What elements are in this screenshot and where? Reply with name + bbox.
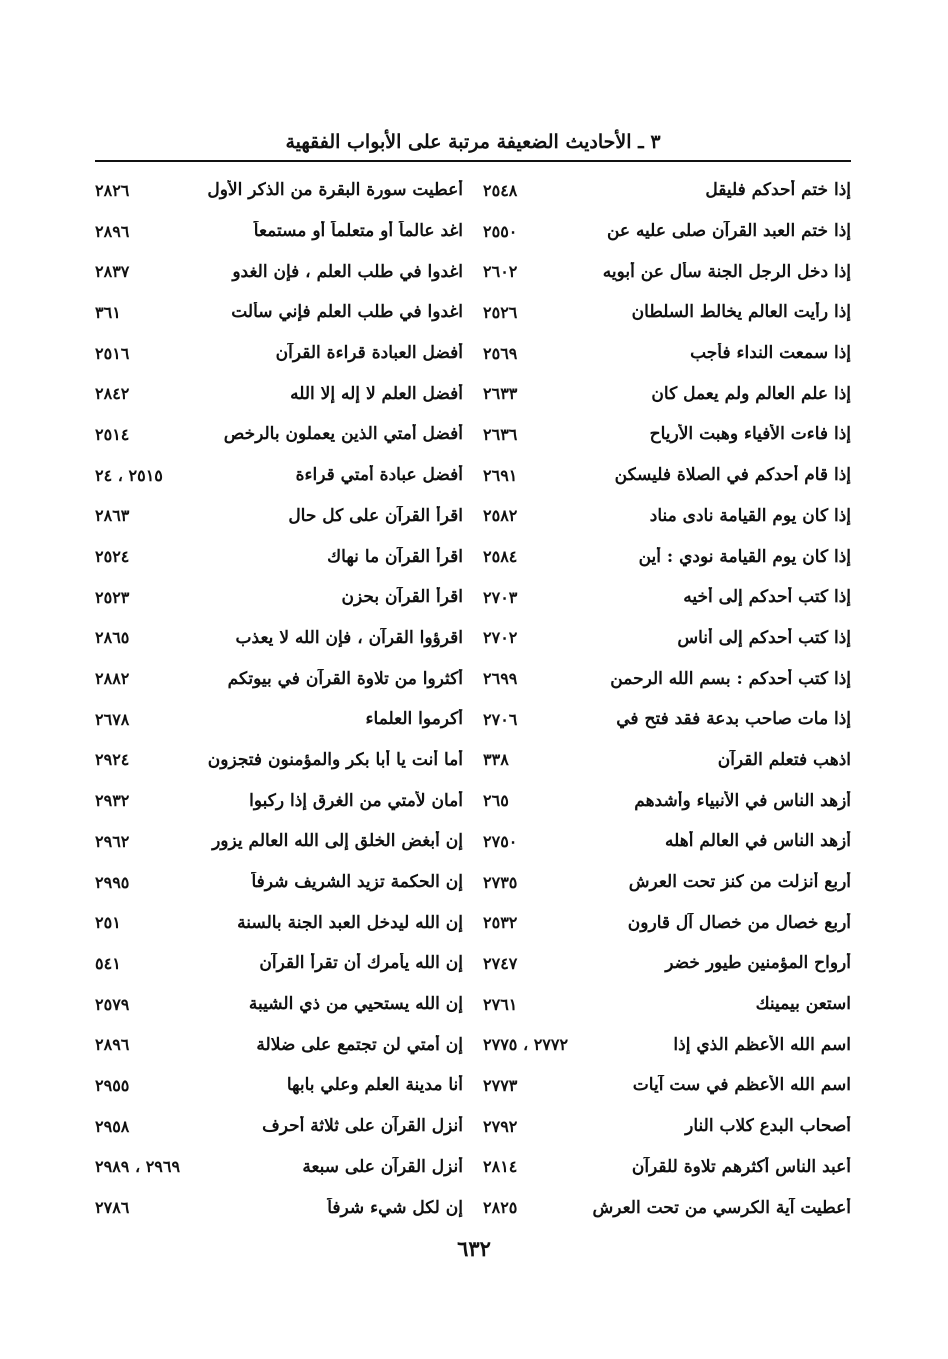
index-entry [95, 333, 463, 374]
entry-text: اغد عالماً أو متعلماً أو مستمعاً [253, 221, 463, 242]
entry-reference-number: ٢٧٩٢ [483, 1116, 518, 1136]
entry-text: إذا كان يوم القيامة نادى مناد [649, 505, 851, 526]
entry-text: إن الحكمة تزيد الشريف شرفاً [251, 872, 463, 893]
index-entry [95, 943, 463, 984]
index-entry [483, 577, 851, 618]
index-entry [95, 211, 463, 252]
index-entry [95, 902, 463, 943]
index-entry [483, 333, 851, 374]
entry-text: أرواح المؤمنين طيور خضر [665, 953, 851, 974]
entry-reference-number: ٥٤١ [95, 953, 121, 973]
entry-reference-number: ٢٩٩٥ [95, 872, 130, 892]
index-entry [95, 780, 463, 821]
index-entry [483, 211, 851, 252]
index-entry [483, 658, 851, 699]
entry-reference-number: ٢٥٢٦ [483, 302, 518, 322]
entry-reference-number: ٢٧٣٥ [483, 872, 518, 892]
entry-reference-number: ٢٥٥٠ [483, 221, 518, 241]
entry-reference-number: ٢٥٢٤ [95, 547, 130, 567]
entry-reference-number: ٢٨٩٦ [95, 221, 130, 241]
entry-reference-number: ٢٨٨٢ [95, 669, 130, 689]
entry-text: اقرأ القرآن بحزن [341, 587, 463, 608]
index-entry [483, 455, 851, 496]
entry-text: إذا كتب أحدكم إلى أخيه [683, 587, 851, 608]
entry-reference-number: ٢٧٧٣ [483, 1075, 518, 1095]
entry-text: إذا مات صاحب بدعة فقد فتح في [616, 709, 851, 730]
entry-text: إذا سمعت النداء فأجب [690, 343, 851, 364]
index-entry [95, 373, 463, 414]
header-title: ٣ ـ الأحاديث الضعيفة مرتبة على الأبواب الفقهية [285, 131, 661, 153]
entry-text: إذا ختم العبد القرآن صلى عليه عن [606, 221, 851, 242]
entry-text: إذا علم العالم ولم يعمل كان [651, 383, 851, 404]
entry-reference-number: ٢٩٥٨ [95, 1116, 130, 1136]
entry-text: إن لكل شيء شرفاً [327, 1197, 463, 1218]
entry-text: اغدوا في طلب العلم ، فإن الغدو [232, 261, 463, 282]
index-entry [483, 1147, 851, 1188]
entry-reference-number: ٢٨٣٧ [95, 262, 130, 282]
entry-text: إذا دخل الرجل الجنة سأل عن أبويه [602, 261, 851, 282]
page-number: ٦٣٢ [457, 1236, 491, 1261]
index-entry [95, 536, 463, 577]
entry-reference-number: ٢٧٧٢ ، ٢٧٧٥ [483, 1035, 569, 1055]
index-entry [95, 455, 463, 496]
index-column-right [483, 170, 851, 1230]
entry-text: اقرأ القرآن ما نهاك [327, 546, 463, 567]
entry-reference-number: ٢٥٢٣ [95, 587, 130, 607]
hadith-index [95, 170, 851, 1230]
entry-reference-number: ٢٥٨٢ [483, 506, 518, 526]
index-entry [95, 414, 463, 455]
entry-text: أمان لأمتي من الغرق إذا ركبوا [249, 790, 463, 811]
index-entry [483, 536, 851, 577]
entry-reference-number: ٢٩٦٢ [95, 831, 130, 851]
entry-reference-number: ٢٩٥٥ [95, 1075, 130, 1095]
entry-reference-number: ٢٧٠٢ [483, 628, 518, 648]
entry-text: إن الله يستحيي من ذي الشيبة [248, 994, 463, 1015]
index-entry [95, 251, 463, 292]
index-entry [95, 1187, 463, 1228]
index-entry [483, 740, 851, 781]
index-entry [95, 496, 463, 537]
index-entry [95, 1065, 463, 1106]
index-entry [95, 577, 463, 618]
entry-text: أكرموا العلماء [365, 709, 463, 730]
entry-text: اقرؤوا القرآن ، فإن الله لا يعذب [235, 627, 463, 648]
entry-reference-number: ٢٥١٤ [95, 424, 130, 444]
entry-text: أنزل القرآن على سبعة [302, 1156, 463, 1177]
index-entry [95, 1024, 463, 1065]
index-entry [95, 740, 463, 781]
entry-text: أفضل العبادة قراءة القرآن [275, 343, 463, 364]
entry-reference-number: ٣٦١ [95, 302, 121, 322]
entry-text: أكثروا من تلاوة القرآن في بيوتكم [227, 668, 463, 689]
index-entry [95, 292, 463, 333]
entry-reference-number: ٢٨٢٦ [95, 180, 130, 200]
entry-reference-number: ٢٦٧٨ [95, 709, 130, 729]
entry-text: إذا كان يوم القيامة نودي : أين [638, 546, 851, 567]
index-entry [483, 862, 851, 903]
entry-reference-number: ٢٥٤٨ [483, 180, 518, 200]
index-column-left [95, 170, 463, 1230]
index-entry [483, 618, 851, 659]
entry-text: أزهد الناس في العالم أهله [665, 831, 851, 852]
entry-text: أفضل أمتي الذين يعملون بالرخص [223, 424, 463, 445]
index-entry [483, 496, 851, 537]
entry-text: أعطيت سورة البقرة من الذكر الأول [207, 180, 463, 201]
entry-text: اقرأ القرآن على كل حال [288, 505, 463, 526]
entry-reference-number: ٢٦٣٣ [483, 384, 518, 404]
entry-reference-number: ٢٧٥٠ [483, 831, 518, 851]
entry-reference-number: ٢٥٣٢ [483, 913, 518, 933]
index-entry [95, 1147, 463, 1188]
entry-reference-number: ٢٧٤٧ [483, 953, 518, 973]
index-entry [483, 943, 851, 984]
entry-text: أزهد الناس في الأنبياء وأشدهم [634, 790, 851, 811]
entry-reference-number: ٢٨٦٣ [95, 506, 130, 526]
index-entry [483, 170, 851, 211]
entry-text: استعن بيمينك [755, 994, 851, 1015]
entry-reference-number: ٢٧٨٦ [95, 1198, 130, 1218]
running-header [95, 124, 851, 162]
entry-text: أعبد الناس أكثرهم تلاوة للقرآن [631, 1156, 851, 1177]
entry-reference-number: ٢٨١٤ [483, 1157, 518, 1177]
entry-text: أصحاب البدع كلاب النار [685, 1116, 851, 1137]
index-entry [483, 902, 851, 943]
entry-text: أربع خصال من خصال آل قارون [627, 912, 851, 933]
index-entry [483, 1065, 851, 1106]
entry-reference-number: ٢٩٢٤ [95, 750, 130, 770]
entry-reference-number: ٢٨٤٢ [95, 384, 130, 404]
entry-reference-number: ٢٨٢٥ [483, 1198, 518, 1218]
entry-reference-number: ٢٥٦٩ [483, 343, 518, 363]
index-entry [483, 699, 851, 740]
index-entry [95, 618, 463, 659]
entry-text: اغدوا في طلب العلم فإني سألت [231, 302, 463, 323]
index-entry [483, 292, 851, 333]
index-entry [483, 414, 851, 455]
index-entry [483, 251, 851, 292]
index-entry [95, 1106, 463, 1147]
entry-text: أنا مدينة العلم وعلي بابها [286, 1075, 463, 1096]
index-entry [483, 1024, 851, 1065]
entry-reference-number: ٢٩٦٩ ، ٢٩٨٩ [95, 1157, 181, 1177]
entry-text: إذا قام أحدكم في الصلاة فليسكن [614, 465, 851, 486]
index-entry [483, 1106, 851, 1147]
entry-reference-number: ٢٨٦٥ [95, 628, 130, 648]
entry-reference-number: ٢٦٩١ [483, 465, 518, 485]
entry-reference-number: ٢٥٨٤ [483, 547, 518, 567]
entry-text: أفضل عبادة أمتي قراءة [295, 465, 463, 486]
entry-text: إن أمتي لن تجتمع على ضلالة [256, 1034, 463, 1055]
index-entry [95, 170, 463, 211]
entry-reference-number: ٢٧٦١ [483, 994, 518, 1014]
index-entry [95, 862, 463, 903]
index-entry [483, 984, 851, 1025]
index-entry [483, 1187, 851, 1228]
entry-text: إن أبغض الخلق إلى الله العالم يزور [212, 831, 463, 852]
index-entry [95, 821, 463, 862]
index-entry [483, 373, 851, 414]
index-entry [95, 984, 463, 1025]
entry-text: أنزل القرآن على ثلاثة أحرف [262, 1116, 463, 1137]
entry-text: إذا كتب أحدكم : بسم الله الرحمن [610, 668, 851, 689]
entry-text: إن الله ليدخل العبد الجنة بالسنة [237, 912, 463, 933]
entry-reference-number: ٢٧٠٣ [483, 587, 518, 607]
entry-reference-number: ٢٦٠٢ [483, 262, 518, 282]
entry-text: إن الله يأمرك أن تقرأ القرآن [259, 953, 463, 974]
entry-reference-number: ٢٥٧٩ [95, 994, 130, 1014]
entry-reference-number: ٢٥١٥ ، ٢٤ [95, 465, 163, 485]
entry-reference-number: ٢٨٩٦ [95, 1035, 130, 1055]
index-entry [95, 699, 463, 740]
entry-reference-number: ٣٣٨ [483, 750, 509, 770]
entry-text: إذا كتب أحدكم إلى أناس [677, 627, 851, 648]
entry-text: أفضل العلم لا إله إلا الله [290, 383, 463, 404]
entry-reference-number: ٢٦٩٩ [483, 669, 518, 689]
entry-reference-number: ٢٩٣٢ [95, 791, 130, 811]
entry-text: اسم الله الأعظم الذي إذا [673, 1034, 851, 1055]
index-entry [95, 658, 463, 699]
entry-reference-number: ٢٦٣٦ [483, 424, 518, 444]
entry-reference-number: ٢٥١ [95, 913, 121, 933]
entry-text: اذهب فتعلم القرآن [717, 749, 851, 770]
entry-text: اسم الله الأعظم في ست آيات [632, 1075, 851, 1096]
entry-text: أربع أنزلت من كنز تحت العرش [628, 872, 851, 893]
entry-text: أعطيت آية الكرسي من تحت العرش [592, 1197, 851, 1218]
entry-reference-number: ٢٦٥ [483, 791, 509, 811]
entry-text: إذا رأيت العالم يخالط السلطان [631, 302, 851, 323]
entry-reference-number: ٢٥١٦ [95, 343, 130, 363]
entry-text: إذا ختم أحدكم فليقل [705, 180, 851, 201]
index-entry [483, 821, 851, 862]
entry-text: أما أنت يا أبا بكر والمؤمنون فتجزون [207, 749, 463, 770]
entry-text: إذا فاءت الأفياء وهبت الأرياح [649, 424, 851, 445]
entry-reference-number: ٢٧٠٦ [483, 709, 518, 729]
index-entry [483, 780, 851, 821]
